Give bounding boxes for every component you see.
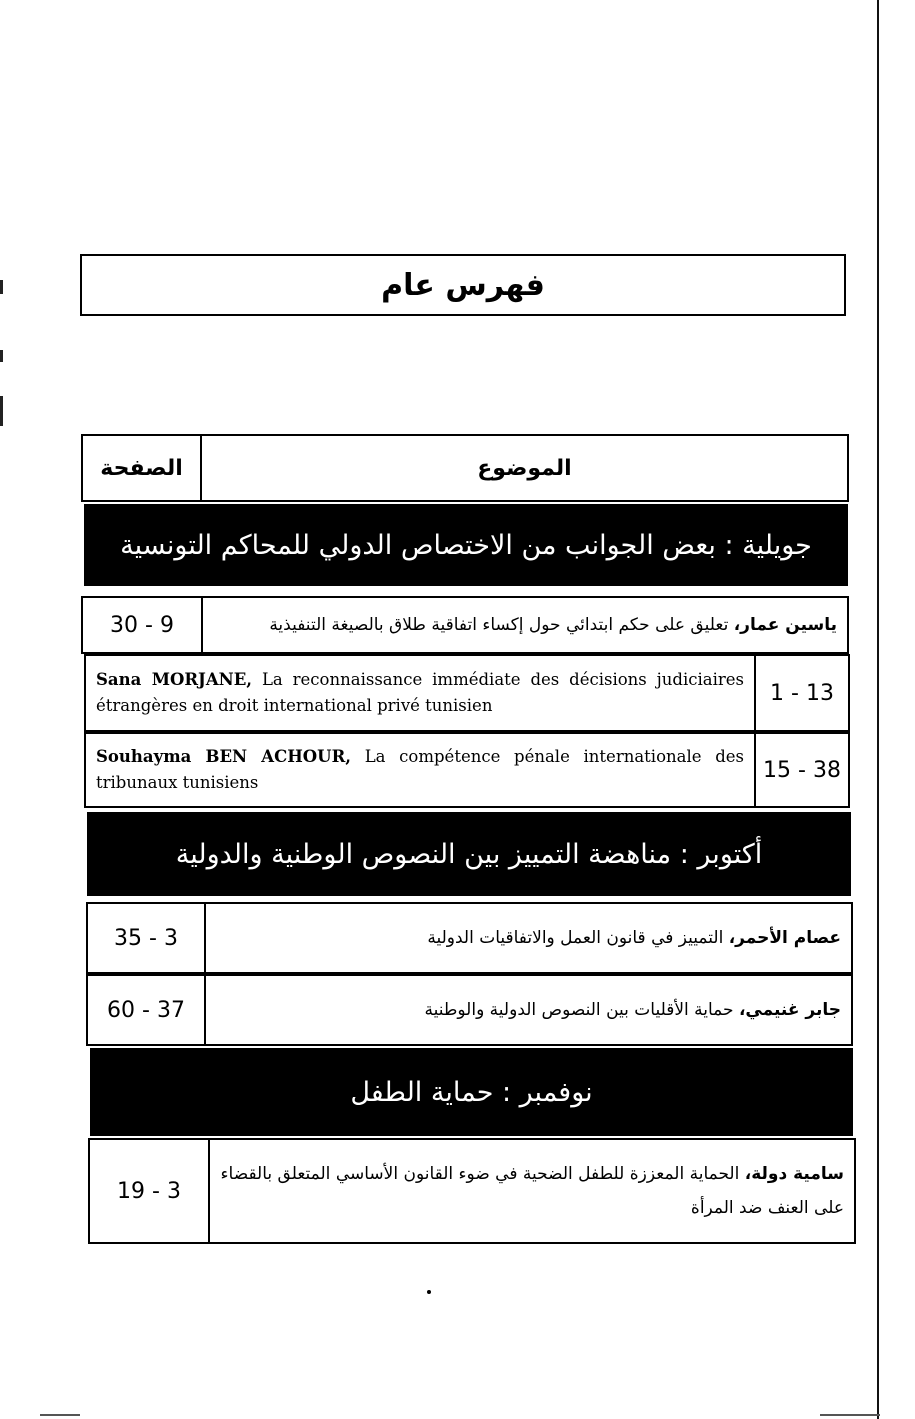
- table-row: [84, 654, 850, 732]
- entry-pages: 1 - 13: [754, 656, 848, 730]
- scan-line: [40, 1414, 80, 1416]
- page-title: فهرس عام: [381, 267, 545, 303]
- entry-title: تعليق على حكم ابتدائي حول إكساء اتفاقية طلاق بالصيغة التنفيذية: [269, 615, 729, 635]
- entry-author: Sana MORJANE,: [96, 670, 253, 689]
- entry-title: La reconnaissance immédiate des décisions judiciaires étrangères en droit international privé tunisien: [96, 670, 744, 715]
- entry-text: [210, 1140, 854, 1242]
- entry-text: [86, 734, 754, 806]
- table-header: [81, 434, 849, 502]
- entry-text: [206, 976, 851, 1044]
- entry-pages: 35 - 3: [88, 904, 206, 972]
- entry-author: Souhayma BEN ACHOUR,: [96, 747, 352, 766]
- entry-author: جابر غنيمي،: [738, 1000, 841, 1020]
- section-heading-july: جويلية : بعض الجوانب من الاختصاص الدولي للمحاكم التونسية: [84, 504, 848, 586]
- entry-text: [206, 904, 851, 972]
- entry-title: حماية الأقليات بين النصوص الدولية والوطنية: [424, 1000, 734, 1020]
- entry-pages: 30 - 9: [83, 598, 203, 652]
- scan-dot: [427, 1290, 431, 1294]
- entry-title: La compétence pénale internationale des tribunaux tunisiens: [96, 747, 744, 792]
- entry-title: التمييز في قانون العمل والاتفاقيات الدولية: [427, 928, 724, 948]
- entry-text: [86, 656, 754, 730]
- table-row: [86, 902, 853, 974]
- scan-mark: [0, 396, 3, 426]
- header-page: الصفحة: [83, 436, 202, 500]
- section-heading-november: نوفمبر : حماية الطفل: [90, 1048, 853, 1136]
- table-row: [88, 1138, 856, 1244]
- entry-title: الحماية المعززة للطفل الضحية في ضوء القانون الأساسي المتعلق بالقضاء على العنف ضد المرأة: [220, 1164, 844, 1218]
- entry-author: سامية دولة،: [744, 1164, 844, 1184]
- scan-mark: [0, 280, 3, 294]
- entry-pages: 15 - 38: [754, 734, 848, 806]
- header-topic: الموضوع: [477, 455, 572, 481]
- title-box: [80, 254, 846, 316]
- entry-author: عصام الأحمر،: [728, 928, 841, 948]
- entry-pages: 60 - 37: [88, 976, 206, 1044]
- table-row: [81, 596, 849, 654]
- table-row: [84, 732, 850, 808]
- scan-mark: [0, 350, 3, 362]
- entry-pages: 19 - 3: [90, 1140, 210, 1242]
- page-edge-line: [877, 0, 879, 1419]
- entry-author: ياسين عمار،: [733, 615, 837, 635]
- table-row: [86, 974, 853, 1046]
- entry-text: [203, 598, 847, 652]
- scan-line: [820, 1414, 880, 1416]
- section-heading-october: أكتوبر : مناهضة التمييز بين النصوص الوطنية والدولية: [87, 812, 851, 896]
